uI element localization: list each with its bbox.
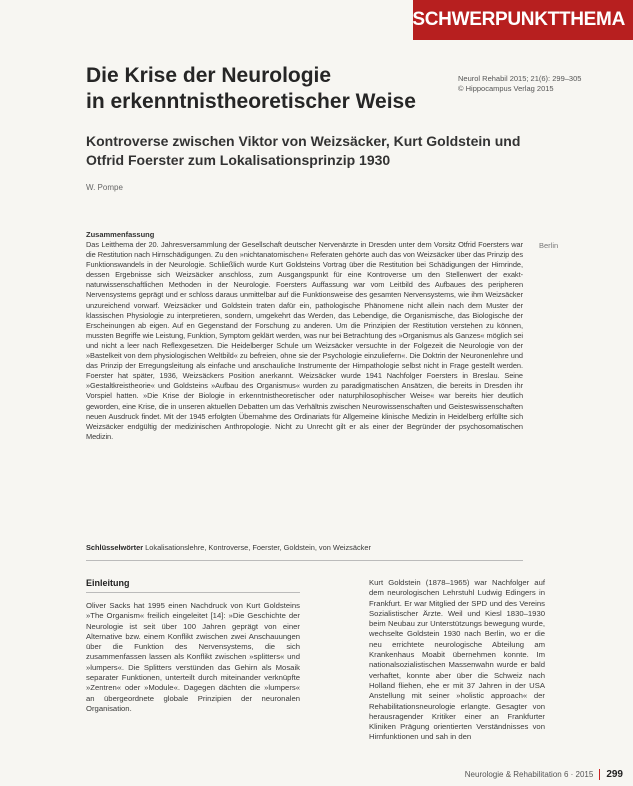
- author: W. Pompe: [86, 183, 123, 192]
- journal-citation: Neurol Rehabil 2015; 21(6): 299–305: [458, 74, 582, 83]
- article-subtitle: Kontroverse zwischen Viktor von Weizsäcker, Kurt Goldstein und Otfrid Foerster zum Lokalisationsprinzip 1930: [86, 133, 521, 168]
- intro-heading: Einleitung: [86, 578, 130, 588]
- title-line-1: Die Krise der Neurologie: [86, 64, 332, 87]
- keywords: [86, 543, 523, 552]
- page-number: 299: [606, 769, 623, 780]
- keywords-text: Lokalisationslehre, Kontroverse, Foerster, Goldstein, von Weizsäcker: [145, 543, 371, 552]
- abstract-body: Das Leitthema der 20. Jahresversammlung der Gesellschaft deutscher Nervenärzte in Dresden unter dem Vorsitz Otfrid Foersters war die Restitution nach Hirnschädigungen. Zu den »nichtanatomischen« Referaten gehörte auch das von Weizsäcker über das Prinzip des Funktionswandels in der Neurologie. Schließlich wurde Kurt Goldsteins Vortrag über die Restitution bei Schädigungen der Hirnrinde, dessen Ergebnisse sich Weizsäcker anschloss, zum Ausgangspunkt für eine Kontroverse um den Stellenwert der exakt-naturwissenschaftlichen Methoden in der Neurologie. Foersters Auffassung war vom Leitbild des Aufbaues des peripheren Nervensystems geprägt und er schloss daraus unmittelbar auf die Funktionsweise des gesamten Nervensystems, wie ihm Weizsäcker unzureichend vorwarf. Weizsäcker und Goldstein traten dafür ein, pathologische Phänomene nicht allein nach dem Muster der klassischen Physiologie zu interpretieren, sondern, umgekehrt das Werden, das Lebendige, die Organismische, das Biologische der Erscheinungen ab eigen. Auf en Gegenstand der Forschung zu anderen. Um die Prinzipien der Restitution verstehen zu können, mussten Begriffe wie Leistung, Funktion, Symptom geklärt werden, was nur bei Betrachtung des »Organismus als Ganzes« möglich sei und nicht a leer nach Reflexgesetzen. Die Heidelberger Schule um Weizsäcker versuchte in der Folgezeit die Neurologie von der »Bastelkeit von dem physiologischen Weltbild« zu befreien, ohne sie der Psychologie einzuliefern«. Die Doktrin der Neuronenlehre und das Prinzip der Erregungsleitung als einfache und anschauliche Instrumente der Hirnpathologie selbst nicht in Frage gestellt werden. Foerster hat später, 1936, Weizsäckers Position anerkannt. Weizsäcker wurde 1941 Nachfolger Foersters in Breslau. Seine »Gestaltkreistheorie« und Goldsteins »Aufbau des Organismus« wurden zu paradigmatischen Ansätzen, die bereits in Dresden ihr Vorspiel hatten. »Die Krise der Biologie in erkenntnistheoretischer oder naturphilosophischer Weise« war bereits hier deutlich geworden, eine Krise, die in unseren aktuellen Debatten um das Verhältnis zwischen Neurowissenschaften und Geisteswissenschaften neuen Ausdruck findet. Mit der 1945 erfolgten Übernahme des Ordinariats für Allgemeine klinische Medizin in Heidelberg erfüllte sich Weizsäcker endgültig der medizinischen Anthropologie. Nicht zu Unrecht gilt er als einer der Begründer der psychosomatischen Medizin.: [86, 240, 523, 441]
- journal-copyright: © Hippocampus Verlag 2015: [458, 84, 554, 93]
- intro-heading-rule: [86, 592, 300, 593]
- author-affiliation: Berlin: [539, 241, 559, 250]
- section-banner: [413, 0, 633, 40]
- keywords-label: Schlüsselwörter: [86, 543, 144, 552]
- intro-right-column: Kurt Goldstein (1878–1965) war Nachfolger auf dem neurologischen Lehrstuhl Ludwig Edingers in Frankfurt. Er war Mitglied der SPD und des Vereins Sozialistischer Ärzte. Weil und Kiesl 1830–1930 beim Neubau zur Unterstützungs bewegung wurde, wechselte Goldstein 1930 nach Berlin, wo er die neu errichtete neurologische Abteilung am Krankenhaus Moabit übernehmen konnte. Im nationalsozialistischen Massenwahn wurde er bald verhaftet, konnte aber über die Schweiz nach Holland fliehen, ehe er mit 37 Jahren in der USA Anstellung mit seiner »holistic approach« der Rehabilitationsneurologie erlangte. Gesagter von herausragender Kritiker einer an Frankfurter Kliniken Prägung orientierten Verständnisses von Hirnfunktionen und sah in den: [369, 578, 545, 742]
- divider: [86, 560, 523, 561]
- title-line-2: in erkenntnistheoretischer Weise: [86, 90, 416, 113]
- section-banner-label: SCHWERPUNKTTHEMA: [412, 9, 625, 30]
- intro-left-column: Oliver Sacks hat 1995 einen Nachdruck von Kurt Goldsteins »The Organism« freilich eingeleitet [14]: »Die Geschichte der Neurologie ist seit über 100 Jahren geprägt von einer Alternative bzw. einem Konflikt zwischen zwei Anschauungen über die Funktion des Nervensystems, die sich zusammenfassen lassen als Konflikt zwischen »splitters« und »lumpers«. Die Splitters verstünden das Gehirn als Mosaik separater Funktionen, unterteilt durch miteinander verknüpfte »Zentren« oder »Module«. Dagegen dächten die »lumpers« an übergeordnete globale Prinzipien der neuronalen Organisation.: [86, 601, 300, 713]
- footer-journal: Neurologie & Rehabilitation 6 · 2015: [464, 770, 594, 779]
- page-footer: [465, 769, 623, 780]
- journal-reference: [458, 74, 618, 94]
- abstract-heading: Zusammenfassung: [86, 230, 155, 239]
- article-title: [86, 63, 446, 115]
- footer-separator: [599, 769, 600, 780]
